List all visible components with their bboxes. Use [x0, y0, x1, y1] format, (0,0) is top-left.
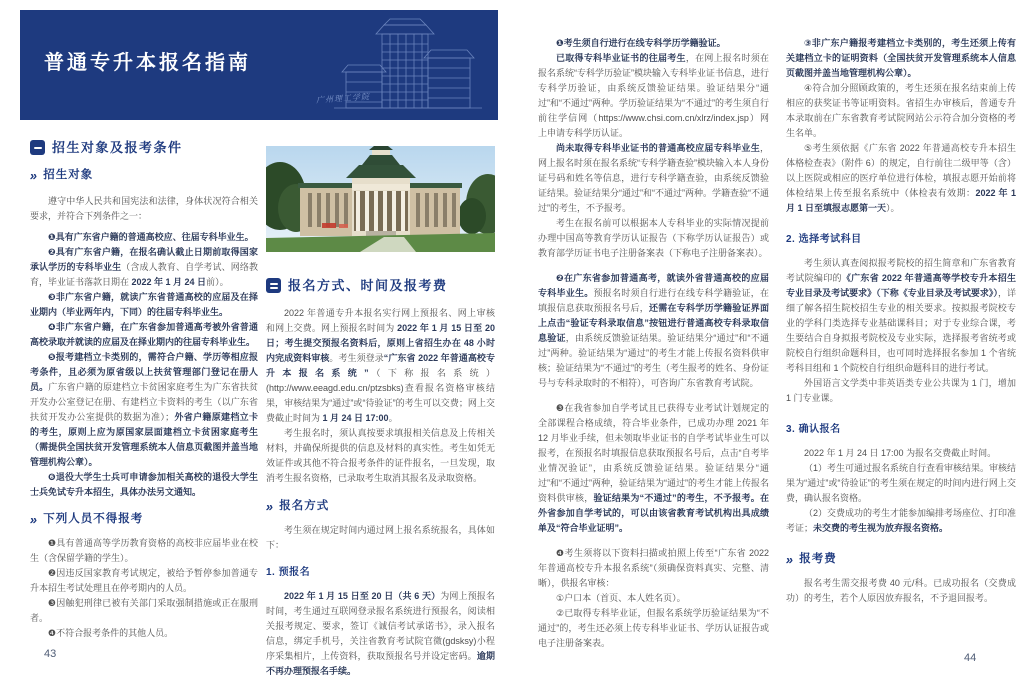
step-heading-preregistration: 1. 预报名: [266, 567, 311, 578]
list-item: ❷在广东省参加普通高考，就读外省普通高校的应届专科毕业生。预报名时须自行进行在线专科学籍验证，在填报信息获取预报名号后，还需在专科学历学籍验证界面上点击“验证专科录取信息”按钮进行普通高校专科录取信息验证，由系统反馈验证结果。验证结果分“通过”和“不通过”两种。验证结果为“通过”的考生才能上传报名资料供审核；验证结果为“不通过”的考生（考生报考的姓名、身份证号与专科录取时的不相符），可咨询广东省教育考试院。: [538, 273, 769, 388]
paragraph: （2）交费成功的考生才能参加编排考场座位、打印准考证；未交费的考生视为放弃报名资格。: [786, 508, 1017, 533]
page-number-right: 44: [964, 652, 977, 664]
paragraph: 2022 年 1 月 15 日至 20 日（共 6 天）为网上预报名时间，考生通过互联网登录报名系统进行预报名，阅读相关报考规定、要求，签订《诚信考试承诺书》，录入报名信息，绑定手机号，关注省教育考试院官微(gdsksy)小程序采集相片，上传资料，获取预报名号并设定密码。逾期不再办理预报名手续。: [266, 591, 495, 676]
chevron-icon: »: [28, 168, 40, 183]
section-one-icon: [30, 140, 45, 155]
paragraph: 已取得专科毕业证书的往届考生，在网上报名时须在报名系统“专科学历验证”模块输入专科毕业证书信息，进行专科学历验证，由系统反馈验证结果。验证结果分“通过”和“不通过”两种。学历验证结果为“不通过”的考生须自行前往学信网（https://www.chsi.com.cn/xlrz/index.jsp）网上申请专科学历认证。: [538, 53, 769, 138]
list-item: ❷因违反国家教育考试规定，被给予暂停参加普通专升本招生考试处理且在停考期内的人员。: [30, 568, 258, 593]
subsection-method: » 报名方式: [264, 499, 330, 514]
section-title: 招生对象及报考条件: [52, 140, 183, 155]
paragraph: 考生报名时，须认真按要求填报相关信息及上传相关材料，并确保所提供的信息及材料的真实性。考生如凭无效证件或其他不符合报考条件的证件报名，一旦发现，取消考生报名资格，已录取考生取消其报名及录取资格。: [266, 428, 495, 483]
right-page-column-1: [538, 36, 769, 651]
list-item: ❻退役大学生士兵可申请参加相关高校的退役大学生士兵免试专升本招生，具体办法另文通知。: [30, 472, 258, 497]
list-item: ❹考生须将以下资料扫描或拍照上传至“广东省 2022 年普通高校专升本报名系统”（须确保资料真实、完整、清晰），供报名审核：: [538, 548, 769, 588]
paragraph: 外国语言文学类中非英语类专业公共课为 1 门，增加 1 门专业课。: [786, 378, 1016, 403]
page-number-left: 43: [44, 648, 57, 660]
title-banner: [20, 10, 498, 120]
list-item: ❺报考建档立卡类别的，需符合户籍、学历等相应报考条件，且必须为原省级以上扶贫管理部门登记在册人员。广东省户籍的原建档立卡贫困家庭考生为广东省扶贫开发办公室登记在册、有建档立卡资料的考生（以广东省扶贫开发办公室提供的数据为准）；外省户籍原建档立卡的考生，原则上应为原国家层面建档立卡贫困家庭考生（需提供全国扶贫开发管理系统本人信息页截图并盖当地管理机构公章）。: [30, 352, 258, 467]
list-item: ④符合加分照顾政策的，考生还须在报名结束前上传相应的获奖证书等证明资料。省招生办审核后，普通专升本录取前在广东省教育考试院网站公示符合加分资格的考生名单。: [786, 83, 1016, 138]
college-name-watermark: 广州理工学院: [315, 92, 371, 105]
list-item: ❷具有广东省户籍，在报名确认截止日期前取得国家承认学历的专科毕业生（含成人教育、自学考试、网络教育，毕业证书落款日期在 2022 年 1 月 24 日前）。: [30, 247, 258, 287]
step-heading-confirm: 3. 确认报名: [786, 424, 841, 435]
subsection-enroll-target: » 招生对象: [28, 168, 94, 183]
list-item: ❶具有普通高等学历教育资格的高校非应届毕业在校生（含保留学籍的学生）。: [30, 538, 258, 563]
paragraph: 遵守中华人民共和国宪法和法律，身体状况符合相关要求，并符合下列条件之一：: [30, 196, 258, 221]
chevron-icon: »: [28, 512, 40, 527]
chevron-icon: »: [784, 552, 796, 567]
list-item: ❸因触犯刑律已被有关部门采取强制措施或正在服刑者。: [30, 598, 258, 623]
paragraph: 考生在报名前可以根据本人专科毕业的实际情况提前办理中国高等教育学历认证报告（下称学历认证报告）或教育部学历证书电子注册备案表（下称电子注册备案表）。: [538, 218, 769, 258]
campus-building-photo: [266, 146, 495, 252]
page-title: 普通专升本报名指南: [44, 52, 251, 74]
list-item: ②已取得专科毕业证，但报名系统学历验证结果为“不通过”的，考生还必须上传专科毕业证书、学历认证报告或电子注册备案表。: [538, 608, 769, 648]
list-item: ❹不符合报考条件的其他人员。: [48, 628, 174, 638]
middle-column: [266, 146, 495, 679]
left-column: [30, 140, 258, 641]
section-heading-enrollment: [30, 140, 258, 155]
step-heading-choose-subjects: 2. 选择考试科目: [786, 234, 862, 245]
subsection-fee: » 报考费: [784, 552, 837, 567]
list-item: ❶具有广东省户籍的普通高校应、往届专科毕业生。: [48, 232, 254, 242]
paragraph: 考生须认真查阅拟报考院校的招生简章和广东省教育考试院编印的《广东省 2022 年普通高等学校专升本招生专业目录及考试要求》（下称《专业目录及考试要求》），详细了解各招生院校招生专业的相关要求。按拟报考院校专业的学科门类选择专业基础课科目；对于专业综合课，考生要结合自身拟报考院校及专业实际，选择报考省统考或院校自行组织命题科目，也可同时选择报名参加 1 个省统考科目组和 1 个院校自行组织命题科目的进行考试。: [786, 258, 1016, 373]
paragraph: 考生须在规定时间内通过网上报名系统报名，具体如下：: [266, 525, 495, 550]
list-item: ❹非广东省户籍，在广东省参加普通高考被外省普通高校录取并就读的应届及在择业期内的往届专科毕业生。: [30, 322, 258, 347]
paragraph: （1）考生可通过报名系统自行查看审核结果。审核结果为“通过”或“待验证”的考生须在规定的时间内进行网上交费，确认报名资格。: [786, 463, 1017, 503]
subsection-banned: » 下列人员不得报考: [28, 512, 144, 527]
list-item: ⑤考生须依据《广东省 2022 年普通高校专升本招生体格检查表》（附件 6）的规定，自行前往二级甲等（含）以上医院或相应的医疗单位进行体检，填报志愿开始前将体检结果上传至报名系统中（体检表有效期：2022 年 1 月 1 日至填报志愿第一天）。: [786, 143, 1016, 213]
paragraph: 报名考生需交报考费 40 元/科。已成功报名（交费成功）的考生，若个人原因放弃报名，不予退回报考。: [786, 578, 1016, 603]
chevron-icon: »: [264, 499, 276, 514]
paragraph: 2022 年普通专升本报名实行网上预报名、网上审核和网上交费。网上预报名时间为 2022 年 1 月 15 日至 20 日；考生提交预报名资料后，原则上省招生办在 48 小时内完成资料审核。考生须登录“广东省 2022 年普通高校专升本报名系统”（下称报名系统）(http://www.eeagd.edu.cn/ptzsbks)查看报名资格审核结果，审核结果为“通过”或“待验证”的考生可以交费；网上交费截止时间为 1 月 24 日 17:00。: [266, 308, 495, 423]
list-item: ❸非广东省户籍，就读广东省普通高校的应届及在择业期内（毕业两年内，下同）的往届专科毕业生。: [30, 292, 258, 317]
section-heading-registration: [266, 278, 495, 293]
list-item: ①户口本（首页、本人姓名页）。: [556, 593, 686, 603]
paragraph: 2022 年 1 月 24 日 17:00 为报名交费截止时间。: [804, 448, 997, 458]
paragraph: 尚未取得专科毕业证书的普通高校应届专科毕业生，网上报名时须在报名系统“专科学籍查验”模块输入本人身份证号码和姓名等信息，进行专科学籍查验，由系统反馈验证结果。验证结果分“通过”和“不通过”两种。学籍查验“不通过”的考生，不予报考。: [538, 143, 769, 213]
list-item: ③非广东户籍报考建档立卡类别的，考生还须上传有关建档立卡的证明资料（全国扶贫开发管理系统本人信息页截图并盖当地管理机构公章）。: [786, 38, 1016, 78]
right-page-column-2: [786, 36, 1016, 606]
section-two-icon: [266, 278, 281, 293]
list-item: ❶考生须自行进行在线专科学历学籍验证。: [556, 38, 726, 48]
list-item: ❸在我省参加自学考试且已获得专业考试计划规定的全部课程合格成绩，符合毕业条件，已成功办理 2021 年 12 月毕业手续，但未领取毕业证书的自学考试毕业生可以报考，在预报名时填报信息获取预报名号后，点击“自考毕业情况验证”，由系统反馈验证结果。验证结果分“通过”和“不通过”两种，验证结果为“通过”的考生才能上传报名资料供审核，验证结果为“不通过”的考生，不予报考。在外省参加自学考试的，可以由该省教育考试机构出具成绩单及“符合毕业证明”。: [538, 403, 769, 533]
section-title: 报名方式、时间及报考费: [288, 278, 448, 293]
